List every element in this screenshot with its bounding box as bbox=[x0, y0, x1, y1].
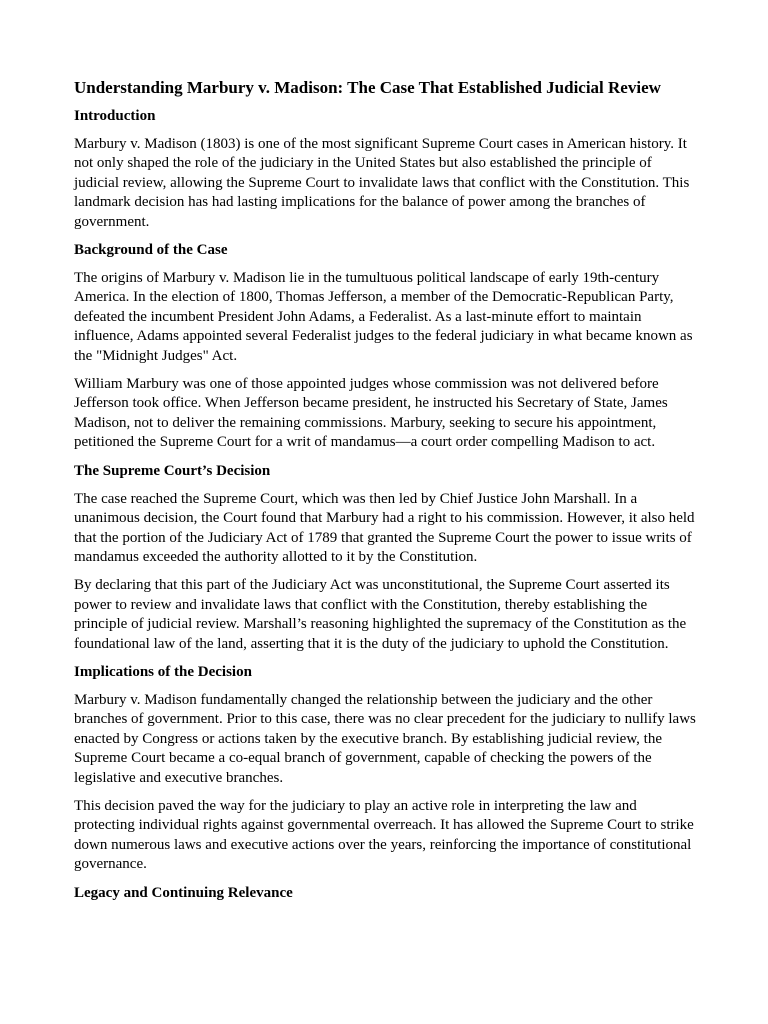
section-heading-legacy: Legacy and Continuing Relevance bbox=[74, 884, 293, 901]
paragraph: By declaring that this part of the Judiciary Act was unconstitutional, the Supreme Court asserted its power to review and invalidate laws that conflict with the Constitution, thereby establishing the principle of judicial review. Marshall’s reasoning highlighted the supremacy of the Constitution as the foundational law of the land, asserting that it is the duty of the judiciary to uphold the Constitution. bbox=[74, 577, 687, 652]
section-heading-background: Background of the Case bbox=[74, 242, 228, 259]
section-heading-introduction: Introduction bbox=[74, 108, 156, 124]
section-heading-implications: Implications of the Decision bbox=[74, 663, 252, 680]
document-title: Understanding Marbury v. Madison: The Case That Established Judicial Review bbox=[74, 78, 661, 97]
section-heading-decision: The Supreme Court’s Decision bbox=[74, 462, 271, 479]
paragraph: This decision paved the way for the judiciary to play an active role in interpreting the law and protecting individual rights against governmental overreach. It has allowed the Supreme Court to strike down numerous laws and executive actions over the years, reinforcing the importance of constitutional governance. bbox=[74, 797, 694, 873]
paragraph: Marbury v. Madison fundamentally changed the relationship between the judiciary and the other branches of government. Prior to this case, there was no clear precedent for the judiciary to nullify laws enacted by Congress or actions taken by the executive branch. By establishing judicial review, the Supreme Court became a co-equal branch of government, capable of checking the powers of the legislative and executive branches. bbox=[74, 691, 696, 786]
paragraph: The case reached the Supreme Court, which was then led by Chief Justice John Marshall. In a unanimous decision, the Court found that Marbury had a right to his commission. However, it also held that the portion of the Judiciary Act of 1789 that granted the Supreme Court the power to issue writs of mandamus exceeded the authority allotted to it by the Constitution. bbox=[74, 490, 695, 565]
paragraph: William Marbury was one of those appointed judges whose commission was not delivered before Jefferson took office. When Jefferson became president, he instructed his Secretary of State, James Madison, not to deliver the remaining commissions. Marbury, seeking to secure his appointment, petitioned the Supreme Court for a writ of mandamus—a court order compelling Madison to act. bbox=[74, 376, 668, 451]
paragraph: The origins of Marbury v. Madison lie in the tumultuous political landscape of early 19th-century America. In the election of 1800, Thomas Jefferson, a member of the Democratic-Republican Party, defeated the incumbent President John Adams, a Federalist. As a last-minute effort to maintain influence, Adams appointed several Federalist judges to the federal judiciary in what became known as the "Midnight Judges" Act. bbox=[74, 270, 693, 364]
paragraph: Marbury v. Madison (1803) is one of the most significant Supreme Court cases in American history. It not only shaped the role of the judiciary in the United States but also established the principle of judicial review, allowing the Supreme Court to invalidate laws that conflict with the Constitution. This landmark decision has had lasting implications for the balance of power among the branches of government. bbox=[74, 136, 690, 230]
document-page bbox=[74, 78, 698, 912]
